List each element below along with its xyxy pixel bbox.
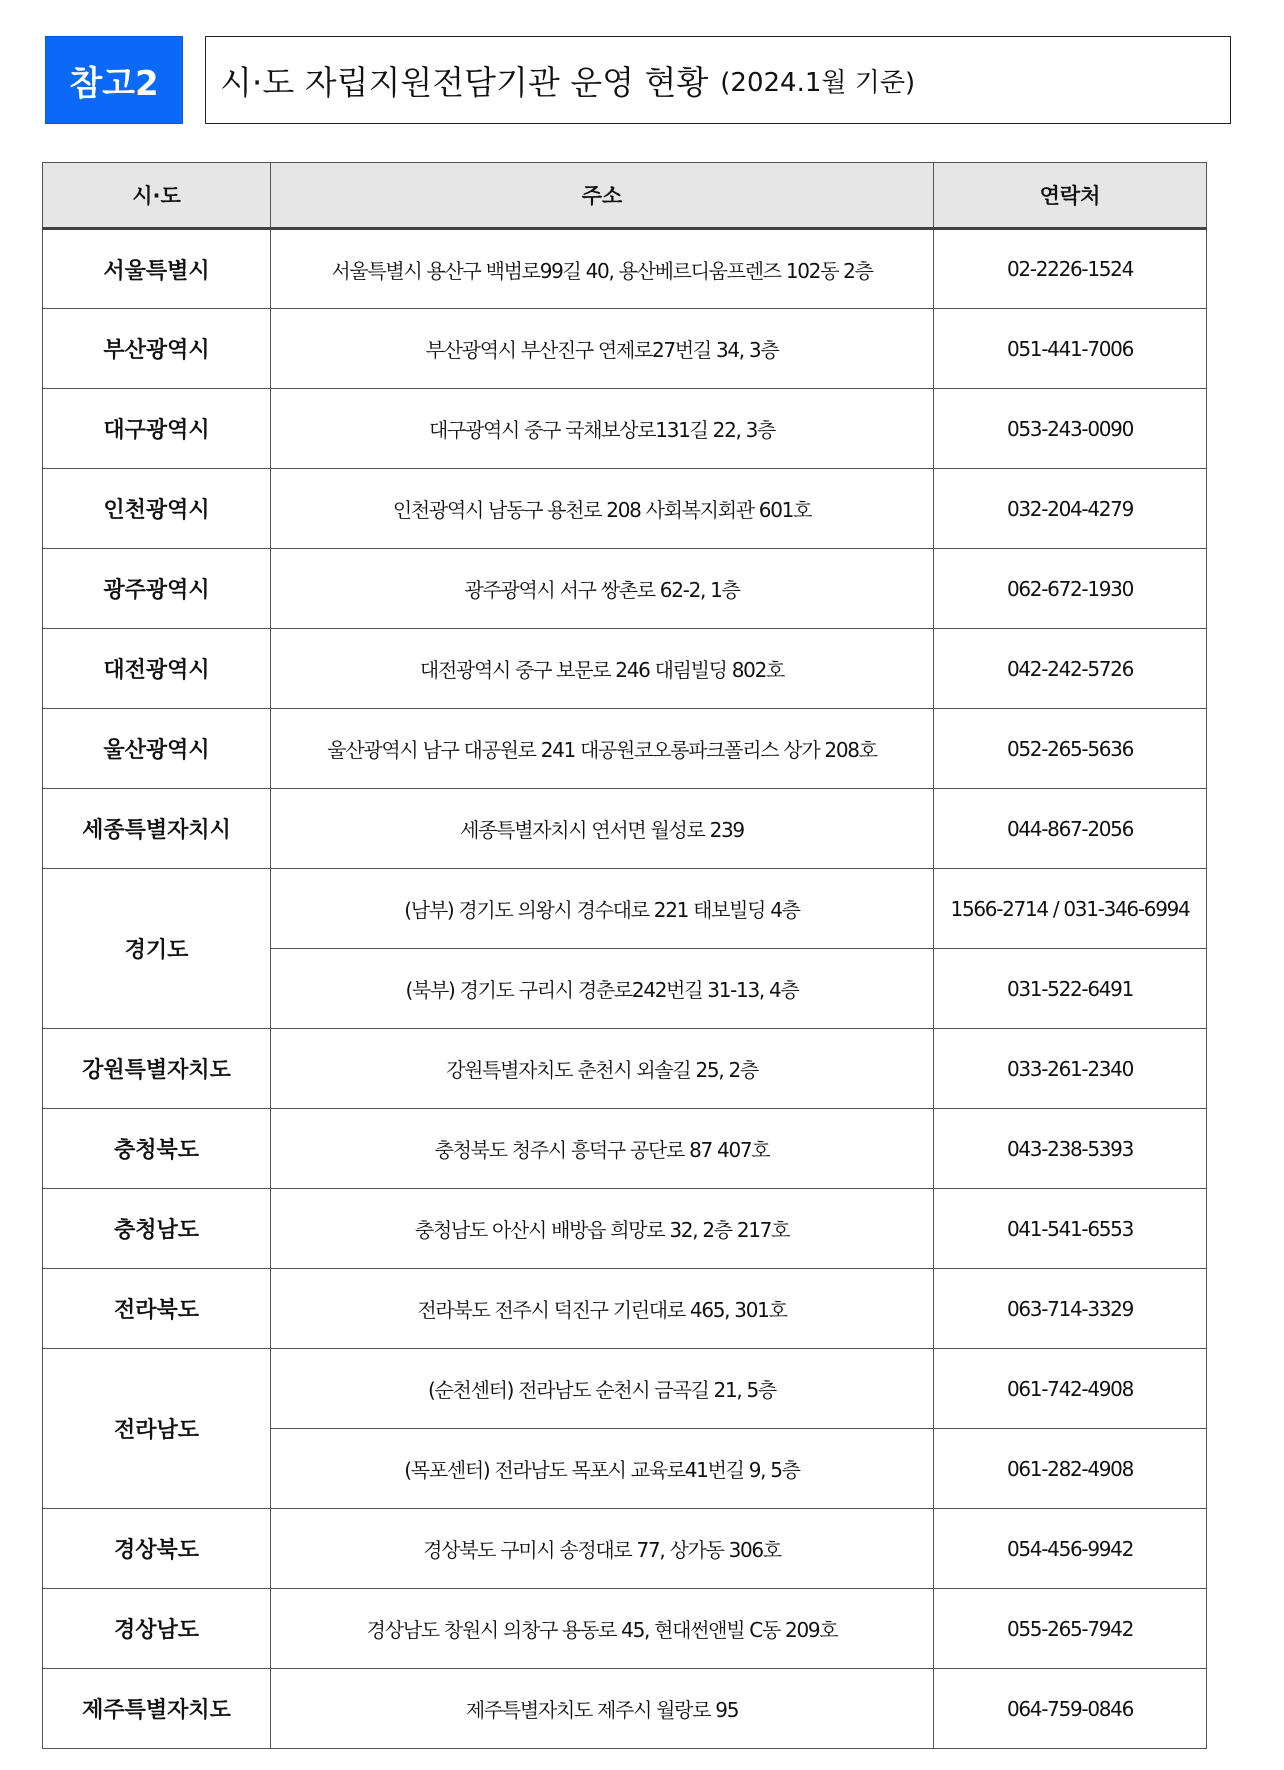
phone-cell: 02-2226-1524 (934, 229, 1207, 309)
region-cell: 제주특별자치도 (43, 1669, 271, 1749)
phone-cell: 061-282-4908 (934, 1429, 1207, 1509)
region-cell: 대전광역시 (43, 629, 271, 709)
region-cell: 울산광역시 (43, 709, 271, 789)
address-cell: 부산광역시 부산진구 연제로27번길 34, 3층 (271, 309, 934, 389)
table-row (43, 1109, 1207, 1189)
region-cell: 전라남도 (43, 1349, 271, 1509)
document-header (45, 36, 1231, 126)
phone-cell: 031-522-6491 (934, 949, 1207, 1029)
region-cell: 광주광역시 (43, 549, 271, 629)
address-cell: 전라북도 전주시 덕진구 기린대로 465, 301호 (271, 1269, 934, 1349)
address-cell: 인천광역시 남동구 용천로 208 사회복지회관 601호 (271, 469, 934, 549)
table-row (43, 229, 1207, 309)
column-header-phone: 연락처 (934, 163, 1207, 229)
title-box (205, 36, 1231, 124)
table-row (43, 549, 1207, 629)
phone-cell: 063-714-3329 (934, 1269, 1207, 1349)
phone-cell: 044-867-2056 (934, 789, 1207, 869)
table-header-row (43, 163, 1207, 229)
column-header-region: 시·도 (43, 163, 271, 229)
region-cell: 인천광역시 (43, 469, 271, 549)
table-row (43, 1269, 1207, 1349)
address-cell: 울산광역시 남구 대공원로 241 대공원코오롱파크폴리스 상가 208호 (271, 709, 934, 789)
table-row (43, 1029, 1207, 1109)
table-row (43, 709, 1207, 789)
agency-table (42, 162, 1207, 1749)
table-row (43, 869, 1207, 949)
address-cell: (북부) 경기도 구리시 경춘로242번길 31-13, 4층 (271, 949, 934, 1029)
phone-cell: 062-672-1930 (934, 549, 1207, 629)
region-cell: 충청북도 (43, 1109, 271, 1189)
address-cell: 광주광역시 서구 쌍촌로 62-2, 1층 (271, 549, 934, 629)
region-cell: 서울특별시 (43, 229, 271, 309)
address-cell: 세종특별자치시 연서면 월성로 239 (271, 789, 934, 869)
page-subtitle: (2024.1월 기준) (720, 67, 916, 98)
table-row (43, 1189, 1207, 1269)
address-cell: 제주특별자치도 제주시 월랑로 95 (271, 1669, 934, 1749)
address-cell: 경상남도 창원시 의창구 용동로 45, 현대썬앤빌 C동 209호 (271, 1589, 934, 1669)
reference-badge: 참고2 (45, 36, 183, 124)
address-cell: (목포센터) 전라남도 목포시 교육로41번길 9, 5층 (271, 1429, 934, 1509)
region-cell: 대구광역시 (43, 389, 271, 469)
address-cell: 서울특별시 용산구 백범로99길 40, 용산베르디움프렌즈 102동 2층 (271, 229, 934, 309)
phone-cell: 033-261-2340 (934, 1029, 1207, 1109)
region-cell: 경상북도 (43, 1509, 271, 1589)
address-cell: 대구광역시 중구 국채보상로131길 22, 3층 (271, 389, 934, 469)
table-row (43, 1349, 1207, 1429)
address-cell: 대전광역시 중구 보문로 246 대림빌딩 802호 (271, 629, 934, 709)
region-cell: 부산광역시 (43, 309, 271, 389)
address-cell: 충청남도 아산시 배방읍 희망로 32, 2층 217호 (271, 1189, 934, 1269)
region-cell: 강원특별자치도 (43, 1029, 271, 1109)
phone-cell: 051-441-7006 (934, 309, 1207, 389)
address-cell: 경상북도 구미시 송정대로 77, 상가동 306호 (271, 1509, 934, 1589)
table-row (43, 469, 1207, 549)
address-cell: (남부) 경기도 의왕시 경수대로 221 태보빌딩 4층 (271, 869, 934, 949)
table-row (43, 309, 1207, 389)
table-row (43, 1669, 1207, 1749)
table-row (43, 389, 1207, 469)
phone-cell: 042-242-5726 (934, 629, 1207, 709)
phone-cell: 055-265-7942 (934, 1589, 1207, 1669)
address-cell: 충청북도 청주시 흥덕구 공단로 87 407호 (271, 1109, 934, 1189)
table-row (43, 1509, 1207, 1589)
phone-cell: 041-541-6553 (934, 1189, 1207, 1269)
phone-cell: 1566-2714 / 031-346-6994 (934, 869, 1207, 949)
region-cell: 경상남도 (43, 1589, 271, 1669)
region-cell: 충청남도 (43, 1189, 271, 1269)
phone-cell: 053-243-0090 (934, 389, 1207, 469)
column-header-address: 주소 (271, 163, 934, 229)
region-cell: 전라북도 (43, 1269, 271, 1349)
phone-cell: 032-204-4279 (934, 469, 1207, 549)
address-cell: 강원특별자치도 춘천시 외솔길 25, 2층 (271, 1029, 934, 1109)
phone-cell: 054-456-9942 (934, 1509, 1207, 1589)
region-cell: 경기도 (43, 869, 271, 1029)
phone-cell: 061-742-4908 (934, 1349, 1207, 1429)
phone-cell: 052-265-5636 (934, 709, 1207, 789)
table-row (43, 1589, 1207, 1669)
page-title: 시·도 자립지원전담기관 운영 현황 (220, 62, 709, 102)
phone-cell: 064-759-0846 (934, 1669, 1207, 1749)
table-row (43, 629, 1207, 709)
address-cell: (순천센터) 전라남도 순천시 금곡길 21, 5층 (271, 1349, 934, 1429)
table-body (43, 229, 1207, 1749)
table-row (43, 789, 1207, 869)
region-cell: 세종특별자치시 (43, 789, 271, 869)
phone-cell: 043-238-5393 (934, 1109, 1207, 1189)
